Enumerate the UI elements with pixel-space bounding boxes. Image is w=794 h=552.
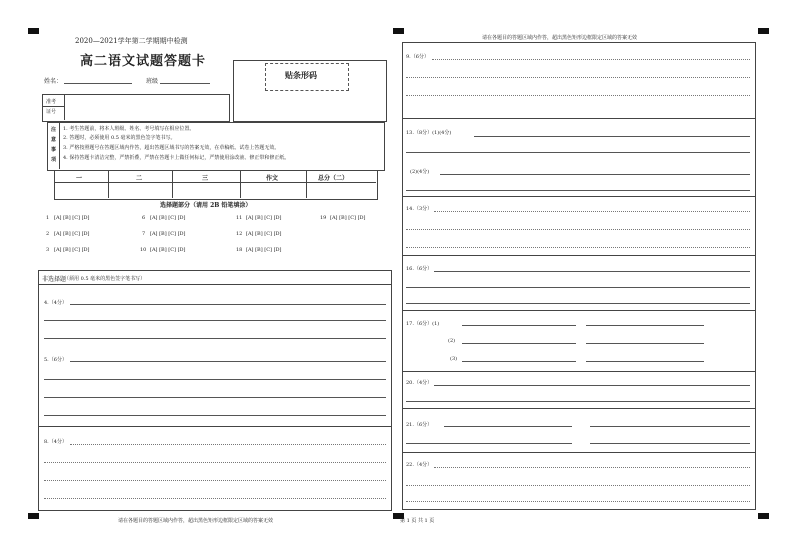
answer-line[interactable] [406,190,750,191]
notes-item-2: 2. 答题时，必须使用 0.5 毫米的黑色签字笔书写。 [63,135,176,141]
choice-q1-num: 1 [46,215,50,221]
answer-line[interactable] [586,361,704,362]
answer-line[interactable] [406,443,572,444]
exam-title: 2020—2021学年第二学期期中检测 [75,37,188,45]
score-table-col-divider [306,170,307,198]
score-header-3: 三 [202,175,209,182]
answer-line[interactable] [432,59,750,60]
choice-title: 选择题部分（请用 2B 铅笔填涂） [160,202,252,209]
id-label-1: 准考 [46,99,57,105]
choice-q3-num: 3 [46,247,50,253]
choice-q19-options[interactable]: [A] [B] [C] [D] [330,215,366,221]
notes-item-3: 3. 严格按照题号在答题区域内作答，超出答题区域书写的答案无效，在草稿纸、试卷上答题无效。 [63,145,280,151]
notes-item-4: 4. 保持答题卡清洁完整，严禁折叠，严禁在答题卡上做任何标记，严禁使用涂改液、修正带和修正纸。 [63,155,290,161]
answer-line[interactable] [44,498,386,499]
answer-line[interactable] [462,325,576,326]
choice-q7-num: 7 [142,231,146,237]
score-header-4: 作文 [266,175,279,182]
answer-line[interactable] [70,361,386,362]
answer-line[interactable] [406,485,750,486]
answer-line[interactable] [444,426,572,427]
question-divider [402,118,756,119]
question-divider [38,426,392,427]
choice-q18-options[interactable]: [A] [B] [C] [D] [246,247,282,253]
answer-line[interactable] [70,304,386,305]
question-divider [402,408,756,409]
question-divider [402,310,756,311]
question-divider [402,196,756,197]
registration-mark-top-left [28,28,39,34]
footer-left-notice: 请在各题目的答题区域内作答，超出黑色矩形边框限定区域的答案无效 [118,518,274,524]
notes-side-label-1: 注 [51,127,57,133]
answer-line[interactable] [44,338,386,339]
nonchoice-header-divider [38,284,392,285]
answer-line[interactable] [462,361,576,362]
answer-line[interactable] [434,211,750,212]
choice-q3-options[interactable]: [A] [B] [C] [D] [54,247,90,253]
nonchoice-subtitle: （须用 0.5 毫米的黑色签字笔书写） [64,276,146,282]
answer-line[interactable] [44,415,386,416]
answer-line[interactable] [44,480,386,481]
score-header-2: 二 [136,175,143,182]
answer-line[interactable] [406,303,750,304]
answer-line[interactable] [462,343,576,344]
choice-q18-num: 18 [236,247,243,253]
answer-line[interactable] [406,229,750,230]
question-divider [402,452,756,453]
answer-line[interactable] [406,77,750,78]
answer-line[interactable] [406,152,750,153]
answer-line[interactable] [586,325,704,326]
choice-q2-options[interactable]: [A] [B] [C] [D] [54,231,90,237]
choice-q12-num: 12 [236,231,243,237]
score-table-row-divider [54,182,376,183]
answer-line[interactable] [434,385,750,386]
answer-line[interactable] [406,95,750,96]
choice-q10-num: 10 [140,247,147,253]
question-divider [402,255,756,256]
answer-line[interactable] [44,379,386,380]
score-table-col-divider [240,170,241,198]
choice-q11-num: 11 [236,215,243,221]
choice-q12-options[interactable]: [A] [B] [C] [D] [246,231,282,237]
registration-mark-bottom-left [28,513,39,519]
card-title: 高二语文试题答题卡 [80,54,207,69]
notes-item-1: 1. 考生答题前，将本人班级、姓名、考号填写在相应位置。 [63,126,195,132]
barcode-label: 贴条形码 [285,71,317,80]
question-13-label: 13.（8分）(1)(4分) [406,130,452,136]
choice-q1-options[interactable]: [A] [B] [C] [D] [54,215,90,221]
score-header-5: 总分（二） [318,175,349,182]
answer-line[interactable] [44,397,386,398]
footer-right-top-notice: 请在各题目的答题区域内作答，超出黑色矩形边框限定区域的答案无效 [482,35,638,41]
answer-line[interactable] [434,467,750,468]
question-17c-label: (3) [450,356,458,362]
answer-line[interactable] [406,501,750,502]
registration-mark-top-right [758,28,769,34]
question-22-label: 22.（4分） [406,462,433,468]
page-info: 第 1 页 共 1 页 [400,518,435,524]
question-17b-label: (2) [448,338,456,344]
choice-q19-num: 19 [320,215,327,221]
class-field[interactable] [160,83,210,84]
nonchoice-box [38,270,392,511]
notes-side-label-4: 项 [51,157,57,163]
answer-line[interactable] [406,287,750,288]
id-divider [42,106,64,107]
question-16-label: 16.（6分） [406,266,433,272]
answer-line[interactable] [406,247,750,248]
question-divider [402,371,756,372]
question-4-label: 4.（4分） [44,300,67,306]
score-table-col-divider [108,170,109,198]
answer-line[interactable] [70,444,386,445]
choice-q11-options[interactable]: [A] [B] [C] [D] [246,215,282,221]
answer-line[interactable] [474,136,750,137]
answer-line[interactable] [590,426,750,427]
answer-line[interactable] [590,443,750,444]
right-answer-box [402,42,756,510]
name-label: 姓名： [44,78,63,85]
answer-line[interactable] [586,343,704,344]
choice-q6-options[interactable]: [A] [B] [C] [D] [150,215,186,221]
answer-line[interactable] [406,401,750,402]
answer-line[interactable] [44,462,386,463]
question-14-label: 14.（3分） [406,206,433,212]
notes-side-label-3: 事 [51,147,57,153]
question-8-label: 8.（4分） [44,439,67,445]
question-21-label: 21.（6分） [406,422,433,428]
question-17-label: 17.（6分）(1) [406,321,440,327]
answer-line[interactable] [44,320,386,321]
id-label-2: 证号 [46,109,57,115]
question-13b-label: (2)(4分) [410,169,430,175]
registration-mark-top-center [393,28,404,34]
registration-mark-bottom-right [758,513,769,519]
name-field[interactable] [64,83,132,84]
question-20-label: 20.（4分） [406,380,433,386]
notes-separator [59,122,60,169]
id-label-separator [64,94,65,120]
nonchoice-title: 非选择题 [42,276,67,283]
score-header-1: 一 [76,175,83,182]
choice-q7-options[interactable]: [A] [B] [C] [D] [150,231,186,237]
score-table-col-divider [172,170,173,198]
question-9-label: 9.（6分） [406,54,429,60]
question-5-label: 5.（6分） [44,357,67,363]
answer-line[interactable] [434,271,750,272]
choice-q2-num: 2 [46,231,50,237]
notes-side-label-2: 意 [51,137,57,143]
choice-q10-options[interactable]: [A] [B] [C] [D] [150,247,186,253]
candidate-id-box[interactable] [42,94,230,122]
class-label: 班级 [146,78,159,85]
answer-line[interactable] [440,174,750,175]
choice-q6-num: 6 [142,215,146,221]
